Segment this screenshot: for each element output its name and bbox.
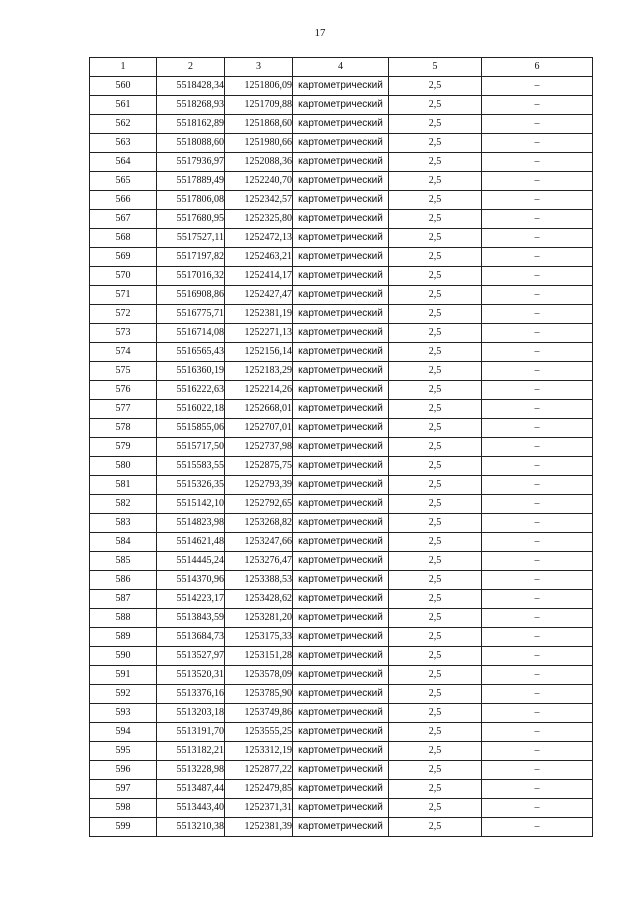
method-cell: картометрический [293, 704, 389, 723]
method-cell: картометрический [293, 343, 389, 362]
y-coordinate-cell: 1251806,09 [225, 77, 293, 96]
accuracy-cell: 2,5 [389, 514, 482, 533]
method-cell: картометрический [293, 438, 389, 457]
point-number-cell: 593 [90, 704, 157, 723]
method-cell: картометрический [293, 799, 389, 818]
table-row [90, 818, 593, 837]
x-coordinate-cell: 5517197,82 [157, 248, 225, 267]
description-cell: – [482, 153, 593, 172]
accuracy-cell: 2,5 [389, 96, 482, 115]
point-number-cell: 570 [90, 267, 157, 286]
table-row [90, 77, 593, 96]
accuracy-cell: 2,5 [389, 818, 482, 837]
y-coordinate-cell: 1252793,39 [225, 476, 293, 495]
method-cell: картометрический [293, 761, 389, 780]
x-coordinate-cell: 5518088,60 [157, 134, 225, 153]
y-coordinate-cell: 1252472,13 [225, 229, 293, 248]
accuracy-cell: 2,5 [389, 609, 482, 628]
accuracy-cell: 2,5 [389, 742, 482, 761]
y-coordinate-cell: 1253151,28 [225, 647, 293, 666]
description-cell: – [482, 666, 593, 685]
accuracy-cell: 2,5 [389, 362, 482, 381]
point-number-cell: 581 [90, 476, 157, 495]
method-cell: картометрический [293, 742, 389, 761]
method-cell: картометрический [293, 191, 389, 210]
x-coordinate-cell: 5518268,93 [157, 96, 225, 115]
method-cell: картометрический [293, 780, 389, 799]
point-number-cell: 584 [90, 533, 157, 552]
x-coordinate-cell: 5518162,89 [157, 115, 225, 134]
x-coordinate-cell: 5514445,24 [157, 552, 225, 571]
accuracy-cell: 2,5 [389, 153, 482, 172]
method-cell: картометрический [293, 685, 389, 704]
description-cell: – [482, 685, 593, 704]
accuracy-cell: 2,5 [389, 248, 482, 267]
accuracy-cell: 2,5 [389, 704, 482, 723]
point-number-cell: 587 [90, 590, 157, 609]
x-coordinate-cell: 5517680,95 [157, 210, 225, 229]
method-cell: картометрический [293, 476, 389, 495]
y-coordinate-cell: 1253312,19 [225, 742, 293, 761]
table-row [90, 419, 593, 438]
method-cell: картометрический [293, 248, 389, 267]
accuracy-cell: 2,5 [389, 286, 482, 305]
point-number-cell: 585 [90, 552, 157, 571]
description-cell: – [482, 267, 593, 286]
x-coordinate-cell: 5513487,44 [157, 780, 225, 799]
table-row [90, 457, 593, 476]
accuracy-cell: 2,5 [389, 552, 482, 571]
description-cell: – [482, 609, 593, 628]
point-number-cell: 578 [90, 419, 157, 438]
method-cell: картометрический [293, 590, 389, 609]
description-cell: – [482, 343, 593, 362]
y-coordinate-cell: 1252668,01 [225, 400, 293, 419]
accuracy-cell: 2,5 [389, 438, 482, 457]
method-cell: картометрический [293, 609, 389, 628]
description-cell: – [482, 305, 593, 324]
table-row [90, 381, 593, 400]
method-cell: картометрический [293, 286, 389, 305]
x-coordinate-cell: 5517016,32 [157, 267, 225, 286]
method-cell: картометрический [293, 77, 389, 96]
table-row [90, 514, 593, 533]
point-number-cell: 590 [90, 647, 157, 666]
accuracy-cell: 2,5 [389, 457, 482, 476]
y-coordinate-cell: 1252088,36 [225, 153, 293, 172]
accuracy-cell: 2,5 [389, 267, 482, 286]
y-coordinate-cell: 1251868,60 [225, 115, 293, 134]
y-coordinate-cell: 1252240,70 [225, 172, 293, 191]
description-cell: – [482, 799, 593, 818]
y-coordinate-cell: 1253388,53 [225, 571, 293, 590]
x-coordinate-cell: 5515583,55 [157, 457, 225, 476]
y-coordinate-cell: 1253555,25 [225, 723, 293, 742]
description-cell: – [482, 723, 593, 742]
description-cell: – [482, 742, 593, 761]
x-coordinate-cell: 5516908,86 [157, 286, 225, 305]
accuracy-cell: 2,5 [389, 685, 482, 704]
x-coordinate-cell: 5518428,34 [157, 77, 225, 96]
x-coordinate-cell: 5515326,35 [157, 476, 225, 495]
table-row [90, 134, 593, 153]
method-cell: картометрический [293, 533, 389, 552]
table-row [90, 590, 593, 609]
accuracy-cell: 2,5 [389, 533, 482, 552]
method-cell: картометрический [293, 552, 389, 571]
table-row [90, 362, 593, 381]
method-cell: картометрический [293, 172, 389, 191]
table-row [90, 609, 593, 628]
column-header-5: 5 [389, 58, 482, 77]
description-cell: – [482, 419, 593, 438]
method-cell: картометрический [293, 324, 389, 343]
method-cell: картометрический [293, 381, 389, 400]
y-coordinate-cell: 1252271,13 [225, 324, 293, 343]
description-cell: – [482, 96, 593, 115]
accuracy-cell: 2,5 [389, 191, 482, 210]
y-coordinate-cell: 1252707,01 [225, 419, 293, 438]
accuracy-cell: 2,5 [389, 229, 482, 248]
y-coordinate-cell: 1252381,39 [225, 818, 293, 837]
description-cell: – [482, 704, 593, 723]
method-cell: картометрический [293, 647, 389, 666]
description-cell: – [482, 286, 593, 305]
description-cell: – [482, 191, 593, 210]
method-cell: картометрический [293, 419, 389, 438]
table-row [90, 438, 593, 457]
table-row [90, 723, 593, 742]
table-row [90, 153, 593, 172]
point-number-cell: 576 [90, 381, 157, 400]
accuracy-cell: 2,5 [389, 590, 482, 609]
column-header-4: 4 [293, 58, 389, 77]
description-cell: – [482, 780, 593, 799]
y-coordinate-cell: 1253785,90 [225, 685, 293, 704]
table-body [90, 77, 593, 837]
description-cell: – [482, 628, 593, 647]
method-cell: картометрический [293, 96, 389, 115]
accuracy-cell: 2,5 [389, 134, 482, 153]
accuracy-cell: 2,5 [389, 77, 482, 96]
x-coordinate-cell: 5517527,11 [157, 229, 225, 248]
table-row [90, 495, 593, 514]
accuracy-cell: 2,5 [389, 115, 482, 134]
y-coordinate-cell: 1252183,29 [225, 362, 293, 381]
method-cell: картометрический [293, 571, 389, 590]
table-row [90, 628, 593, 647]
point-number-cell: 562 [90, 115, 157, 134]
x-coordinate-cell: 5513520,31 [157, 666, 225, 685]
point-number-cell: 589 [90, 628, 157, 647]
table-row [90, 172, 593, 191]
point-number-cell: 579 [90, 438, 157, 457]
y-coordinate-cell: 1253175,33 [225, 628, 293, 647]
x-coordinate-cell: 5517806,08 [157, 191, 225, 210]
method-cell: картометрический [293, 495, 389, 514]
x-coordinate-cell: 5513203,18 [157, 704, 225, 723]
point-number-cell: 566 [90, 191, 157, 210]
x-coordinate-cell: 5517889,49 [157, 172, 225, 191]
x-coordinate-cell: 5514223,17 [157, 590, 225, 609]
accuracy-cell: 2,5 [389, 799, 482, 818]
description-cell: – [482, 457, 593, 476]
table-row [90, 647, 593, 666]
point-number-cell: 563 [90, 134, 157, 153]
point-number-cell: 569 [90, 248, 157, 267]
description-cell: – [482, 571, 593, 590]
y-coordinate-cell: 1253749,86 [225, 704, 293, 723]
column-header-2: 2 [157, 58, 225, 77]
table-row [90, 704, 593, 723]
table-row [90, 666, 593, 685]
method-cell: картометрический [293, 723, 389, 742]
accuracy-cell: 2,5 [389, 400, 482, 419]
point-number-cell: 567 [90, 210, 157, 229]
column-header-3: 3 [225, 58, 293, 77]
y-coordinate-cell: 1253276,47 [225, 552, 293, 571]
table-row [90, 267, 593, 286]
x-coordinate-cell: 5516714,08 [157, 324, 225, 343]
accuracy-cell: 2,5 [389, 571, 482, 590]
description-cell: – [482, 362, 593, 381]
method-cell: картометрический [293, 115, 389, 134]
description-cell: – [482, 381, 593, 400]
method-cell: картометрический [293, 400, 389, 419]
table-header [90, 58, 593, 77]
x-coordinate-cell: 5513527,97 [157, 647, 225, 666]
point-number-cell: 573 [90, 324, 157, 343]
table-row [90, 324, 593, 343]
y-coordinate-cell: 1253247,66 [225, 533, 293, 552]
point-number-cell: 568 [90, 229, 157, 248]
y-coordinate-cell: 1252877,22 [225, 761, 293, 780]
method-cell: картометрический [293, 818, 389, 837]
point-number-cell: 592 [90, 685, 157, 704]
accuracy-cell: 2,5 [389, 723, 482, 742]
accuracy-cell: 2,5 [389, 381, 482, 400]
method-cell: картометрический [293, 210, 389, 229]
table-row [90, 571, 593, 590]
x-coordinate-cell: 5515855,06 [157, 419, 225, 438]
point-number-cell: 575 [90, 362, 157, 381]
method-cell: картометрический [293, 457, 389, 476]
x-coordinate-cell: 5513182,21 [157, 742, 225, 761]
accuracy-cell: 2,5 [389, 172, 482, 191]
x-coordinate-cell: 5514823,98 [157, 514, 225, 533]
table-row [90, 286, 593, 305]
table-row [90, 210, 593, 229]
method-cell: картометрический [293, 305, 389, 324]
accuracy-cell: 2,5 [389, 647, 482, 666]
table-row [90, 761, 593, 780]
description-cell: – [482, 438, 593, 457]
point-number-cell: 594 [90, 723, 157, 742]
point-number-cell: 596 [90, 761, 157, 780]
point-number-cell: 561 [90, 96, 157, 115]
description-cell: – [482, 514, 593, 533]
x-coordinate-cell: 5516360,19 [157, 362, 225, 381]
x-coordinate-cell: 5513228,98 [157, 761, 225, 780]
y-coordinate-cell: 1251709,88 [225, 96, 293, 115]
description-cell: – [482, 647, 593, 666]
y-coordinate-cell: 1252342,57 [225, 191, 293, 210]
description-cell: – [482, 248, 593, 267]
y-coordinate-cell: 1252414,17 [225, 267, 293, 286]
coordinates-table [89, 57, 593, 837]
point-number-cell: 574 [90, 343, 157, 362]
accuracy-cell: 2,5 [389, 495, 482, 514]
description-cell: – [482, 210, 593, 229]
y-coordinate-cell: 1252371,31 [225, 799, 293, 818]
point-number-cell: 597 [90, 780, 157, 799]
point-number-cell: 588 [90, 609, 157, 628]
description-cell: – [482, 533, 593, 552]
table-row [90, 343, 593, 362]
column-header-6: 6 [482, 58, 593, 77]
y-coordinate-cell: 1251980,66 [225, 134, 293, 153]
y-coordinate-cell: 1253281,20 [225, 609, 293, 628]
x-coordinate-cell: 5513843,59 [157, 609, 225, 628]
point-number-cell: 582 [90, 495, 157, 514]
x-coordinate-cell: 5514621,48 [157, 533, 225, 552]
x-coordinate-cell: 5516222,63 [157, 381, 225, 400]
accuracy-cell: 2,5 [389, 305, 482, 324]
method-cell: картометрический [293, 628, 389, 647]
point-number-cell: 565 [90, 172, 157, 191]
x-coordinate-cell: 5513684,73 [157, 628, 225, 647]
method-cell: картометрический [293, 666, 389, 685]
method-cell: картометрический [293, 153, 389, 172]
description-cell: – [482, 400, 593, 419]
description-cell: – [482, 552, 593, 571]
point-number-cell: 583 [90, 514, 157, 533]
point-number-cell: 591 [90, 666, 157, 685]
description-cell: – [482, 77, 593, 96]
point-number-cell: 571 [90, 286, 157, 305]
y-coordinate-cell: 1253578,09 [225, 666, 293, 685]
header-row [90, 58, 593, 77]
x-coordinate-cell: 5517936,97 [157, 153, 225, 172]
description-cell: – [482, 172, 593, 191]
x-coordinate-cell: 5513443,40 [157, 799, 225, 818]
y-coordinate-cell: 1252875,75 [225, 457, 293, 476]
table-row [90, 115, 593, 134]
y-coordinate-cell: 1252156,14 [225, 343, 293, 362]
x-coordinate-cell: 5516775,71 [157, 305, 225, 324]
description-cell: – [482, 476, 593, 495]
x-coordinate-cell: 5516022,18 [157, 400, 225, 419]
accuracy-cell: 2,5 [389, 324, 482, 343]
point-number-cell: 564 [90, 153, 157, 172]
table-row [90, 305, 593, 324]
y-coordinate-cell: 1252479,85 [225, 780, 293, 799]
y-coordinate-cell: 1252792,65 [225, 495, 293, 514]
table-row [90, 742, 593, 761]
point-number-cell: 577 [90, 400, 157, 419]
accuracy-cell: 2,5 [389, 419, 482, 438]
accuracy-cell: 2,5 [389, 761, 482, 780]
table-row [90, 533, 593, 552]
table-row [90, 685, 593, 704]
y-coordinate-cell: 1252381,19 [225, 305, 293, 324]
x-coordinate-cell: 5513210,38 [157, 818, 225, 837]
point-number-cell: 580 [90, 457, 157, 476]
accuracy-cell: 2,5 [389, 628, 482, 647]
method-cell: картометрический [293, 267, 389, 286]
accuracy-cell: 2,5 [389, 666, 482, 685]
table-row [90, 229, 593, 248]
x-coordinate-cell: 5516565,43 [157, 343, 225, 362]
x-coordinate-cell: 5513191,70 [157, 723, 225, 742]
method-cell: картометрический [293, 229, 389, 248]
description-cell: – [482, 324, 593, 343]
accuracy-cell: 2,5 [389, 780, 482, 799]
accuracy-cell: 2,5 [389, 210, 482, 229]
description-cell: – [482, 134, 593, 153]
point-number-cell: 572 [90, 305, 157, 324]
x-coordinate-cell: 5513376,16 [157, 685, 225, 704]
x-coordinate-cell: 5514370,96 [157, 571, 225, 590]
point-number-cell: 595 [90, 742, 157, 761]
y-coordinate-cell: 1252427,47 [225, 286, 293, 305]
point-number-cell: 586 [90, 571, 157, 590]
description-cell: – [482, 229, 593, 248]
accuracy-cell: 2,5 [389, 343, 482, 362]
x-coordinate-cell: 5515142,10 [157, 495, 225, 514]
method-cell: картометрический [293, 514, 389, 533]
y-coordinate-cell: 1253268,82 [225, 514, 293, 533]
page-number: 17 [314, 27, 326, 39]
description-cell: – [482, 115, 593, 134]
column-header-1: 1 [90, 58, 157, 77]
y-coordinate-cell: 1253428,62 [225, 590, 293, 609]
accuracy-cell: 2,5 [389, 476, 482, 495]
table-row [90, 552, 593, 571]
table-row [90, 191, 593, 210]
y-coordinate-cell: 1252214,26 [225, 381, 293, 400]
y-coordinate-cell: 1252463,21 [225, 248, 293, 267]
table-row [90, 248, 593, 267]
method-cell: картометрический [293, 362, 389, 381]
description-cell: – [482, 495, 593, 514]
y-coordinate-cell: 1252325,80 [225, 210, 293, 229]
point-number-cell: 599 [90, 818, 157, 837]
x-coordinate-cell: 5515717,50 [157, 438, 225, 457]
description-cell: – [482, 761, 593, 780]
table-row [90, 476, 593, 495]
point-number-cell: 560 [90, 77, 157, 96]
point-number-cell: 598 [90, 799, 157, 818]
table-row [90, 400, 593, 419]
table-row [90, 96, 593, 115]
table-row [90, 780, 593, 799]
description-cell: – [482, 818, 593, 837]
method-cell: картометрический [293, 134, 389, 153]
description-cell: – [482, 590, 593, 609]
table-row [90, 799, 593, 818]
y-coordinate-cell: 1252737,98 [225, 438, 293, 457]
